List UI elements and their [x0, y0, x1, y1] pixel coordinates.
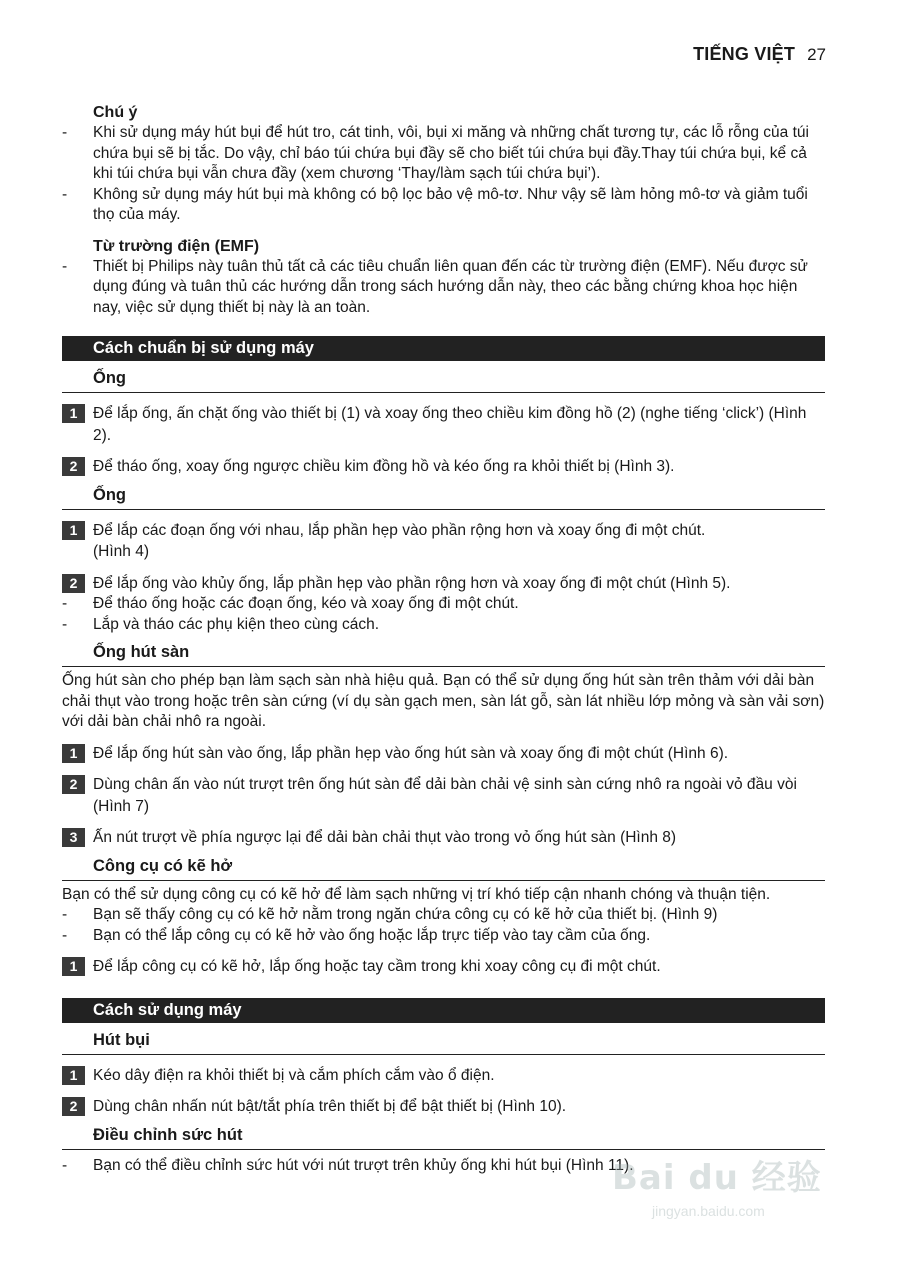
watermark-brand: Bai du 经验 — [612, 1158, 822, 1198]
step-number: 2 — [62, 574, 85, 593]
step-number: 1 — [62, 1066, 85, 1085]
watermark-url: jingyan.baidu.com — [652, 1203, 765, 1219]
note-item: - Khi sử dụng máy hút bụi để hút tro, cát tinh, vôi, bụi xi măng và những chất tương tự, các lỗ rỗng của túi chứa bụi sẽ bị tắc. Do vậy, chỉ báo túi chứa bụi đầy sẽ cho biết túi chứa bụi đầy.Thay túi chứa bụi, kể cả khi túi chứa bụi vẫn chưa đầy (xem chương ‘Thay/làm sạch túi chứa bụi’). — [62, 124, 809, 182]
crevice-tool-paragraph: Bạn có thể sử dụng công cụ có kẽ hở để làm sạch những vị trí khó tiếp cận nhanh chóng và thuận tiện. — [62, 885, 771, 903]
step-number: 2 — [62, 457, 85, 476]
language-title: TIẾNG VIỆT — [693, 44, 796, 64]
note-title: Chú ý — [93, 104, 138, 121]
vacuuming-title: Hút bụi — [62, 1029, 825, 1055]
hose-title: Ống — [62, 367, 825, 393]
vacuuming-step: 1 Kéo dây điện ra khỏi thiết bị và cắm phích cắm vào ổ điện. — [62, 1065, 825, 1087]
note-item: - Không sử dụng máy hút bụi mà không có bộ lọc bảo vệ mô-tơ. Như vậy sẽ làm hỏng mô-tơ và giảm tuổi thọ của máy. — [62, 185, 808, 223]
emf-title: Từ trường điện (EMF) — [93, 237, 260, 255]
emf-item: - Thiết bị Philips này tuân thủ tất cả các tiêu chuẩn liên quan đến các từ trường điện (EMF). Nếu được sử dụng đúng và tuân thủ các hướng dẫn trong sách hướng dẫn này, theo các bằng chứng khoa học hiện nay, việc sử dụng thiết bị này là an toàn. — [62, 257, 808, 316]
page-content — [62, 102, 825, 1176]
crevice-tool-item: - Bạn sẽ thấy công cụ có kẽ hở nằm trong ngăn chứa công cụ có kẽ hở của thiết bị. (Hình 9) — [62, 906, 718, 923]
step-number: 2 — [62, 775, 85, 794]
suction-power-item: - Bạn có thể điều chỉnh sức hút với nút trượt trên khủy ống khi hút bụi (Hình 11). — [62, 1156, 634, 1174]
section-prepare-title: Cách chuẩn bị sử dụng máy — [62, 336, 825, 361]
tube-item: - Lắp và tháo các phụ kiện theo cùng cách. — [62, 615, 380, 633]
step-number: 1 — [62, 957, 85, 976]
floor-nozzle-step: 2 Dùng chân ấn vào nút trượt trên ống hút sàn để dải bàn chải vệ sinh sàn cứng nhô ra ngoài vỏ đầu vòi (Hình 7) — [62, 774, 825, 817]
step-number: 1 — [62, 404, 85, 423]
tube-step: 1 Để lắp các đoạn ống với nhau, lắp phần hẹp vào phần rộng hơn và xoay ống đi một chút. (Hình 4) — [62, 520, 825, 563]
suction-power-title: Điều chỉnh sức hút — [62, 1124, 825, 1150]
step-number: 1 — [62, 744, 85, 763]
crevice-tool-item: - Bạn có thể lắp công cụ có kẽ hở vào ống hoặc lắp trực tiếp vào tay cầm của ống. — [62, 926, 651, 944]
baidu-watermark — [612, 1150, 842, 1240]
tube-item: - Để tháo ống hoặc các đoạn ống, kéo và xoay ống đi một chút. — [62, 595, 519, 612]
step-number: 3 — [62, 828, 85, 847]
crevice-tool-title: Công cụ có kẽ hở — [62, 855, 825, 881]
floor-nozzle-title: Ống hút sàn — [62, 641, 825, 667]
page-header — [693, 44, 826, 65]
step-number: 2 — [62, 1097, 85, 1116]
floor-nozzle-step: 1 Để lắp ống hút sàn vào ống, lắp phần hẹp vào ống hút sàn và xoay ống đi một chút (Hình 6). — [62, 743, 825, 765]
vacuuming-step: 2 Dùng chân nhấn nút bật/tắt phía trên thiết bị để bật thiết bị (Hình 10). — [62, 1096, 825, 1118]
tube-title: Ống — [62, 484, 825, 510]
section-use-title: Cách sử dụng máy — [62, 998, 825, 1023]
hose-step: 1 Để lắp ống, ấn chặt ống vào thiết bị (1) và xoay ống theo chiều kim đồng hồ (2) (nghe tiếng ‘click’) (Hình 2). — [62, 403, 825, 446]
floor-nozzle-paragraph: Ống hút sàn cho phép bạn làm sạch sàn nhà hiệu quả. Bạn có thể sử dụng ống hút sàn trên thảm với dải bàn chải thụt vào trong hoặc trên sàn cứng (ví dụ sàn gạch men, sàn lát gỗ, sàn lát nhiều lớp mỏng và sàn vải sơn) với dải bàn chải nhô ra ngoài. — [62, 672, 825, 730]
page-number: 27 — [807, 45, 826, 64]
floor-nozzle-step: 3 Ấn nút trượt về phía ngược lại để dải bàn chải thụt vào trong vỏ ống hút sàn (Hình 8) — [62, 827, 825, 849]
hose-step: 2 Để tháo ống, xoay ống ngược chiều kim đồng hồ và kéo ống ra khỏi thiết bị (Hình 3). — [62, 456, 825, 478]
step-number: 1 — [62, 521, 85, 540]
tube-step: 2 Để lắp ống vào khủy ống, lắp phần hẹp vào phần rộng hơn và xoay ống đi một chút (Hình 5). — [62, 573, 825, 595]
crevice-tool-step: 1 Để lắp công cụ có kẽ hở, lắp ống hoặc tay cầm trong khi xoay công cụ đi một chút. — [62, 956, 825, 978]
